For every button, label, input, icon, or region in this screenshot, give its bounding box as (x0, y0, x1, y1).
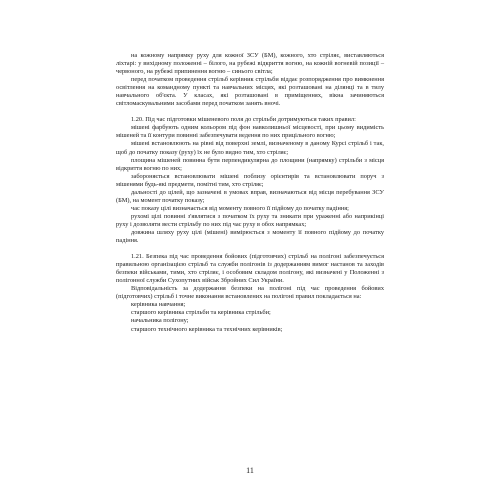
section-gap (116, 245, 384, 253)
list-paragraph: мішені встановлюють на рівні від поверхні землі, визначеному в даному Курсі стрільб і так, щоб до початку показу (руху) їх не було видно тим, хто стріляє; (116, 140, 384, 156)
section-gap (116, 108, 384, 116)
document-body (116, 52, 384, 334)
page-number: 11 (246, 466, 254, 475)
list-paragraph: дальності до цілей, що зазначені в умовах вправ, визначаються від місця перебування ЗСУ (БМ), на момент початку показу; (116, 188, 384, 204)
section-heading-paragraph: 1.20. Під час підготовки мішеневого поля до стрільби дотримуються таких правил: (131, 116, 356, 124)
list-paragraph: площина мішеней повинна бути перпендикулярна до площини (напрямку) стрільби з місця відкриття вогню по них; (116, 156, 384, 172)
paragraph: Відповідальність за додержання безпеки на полігоні під час проведення бойових (підготовчих) стрільб і точне виконання встановлених на полігоні правил покладається на: (116, 285, 384, 301)
list-paragraph: час показу цілі визначається від моменту повного її підйому до початку падіння; (131, 204, 349, 212)
list-paragraph: довжина шляху руху цілі (мішені) вимірюється з моменту її повного підйому до початку падіння. (116, 228, 384, 245)
list-item: старшого технічного керівника та технічних керівників; (131, 325, 283, 333)
section-1-21 (116, 253, 384, 333)
list-item: начальника полігону; (131, 317, 189, 325)
list-item: керівника навчання; (131, 301, 186, 309)
list-item: старшого керівника стрільби та керівника стрільби; (131, 309, 271, 317)
section-intro (116, 52, 384, 108)
paragraph: перед початком проведення стрільб керівник стрільби віддає розпорядження про вимкнення освітлення на командному пункті та навчальних місцях, які розташовані на ділянці та в тилу навчального об'єкта. У класах, які розташовані в приміщеннях, вікна зачиняються світломаскувальними засобами перед початком занять вночі. (116, 76, 384, 108)
list-paragraph: мішені фарбують одним кольором під фон навколишньої місцевості, при цьому видимість мішеней та її контури повинні забезпечувати ведення по них прицільного вогню; (116, 124, 384, 140)
section-heading-paragraph: 1.21. Безпека під час проведення бойових (підготовчих) стрільб на полігоні забезпечується правильною організацією стрільб та служби полігонів із додержанням вимог настанов та заходів безпеки військами, тими, хто стріляє, і особовим складом полігону, які визначені у Положенні з полігонної служби Сухопутних військ Збройних Сил України. (116, 253, 384, 285)
paragraph: на кожному напрямку руху для кожної ЗСУ (БМ), кожного, хто стріляє, виставляються ліхтарі: у вихідному положенні – білого, на рубежі відкриття вогню, на кожній вогневій позиції – червоного, на рубежі припинення вогню – синього світла; (116, 52, 384, 76)
section-1-20 (116, 116, 384, 245)
list-paragraph: рухомі цілі повинні з'являтися з початком їх руху та зникати при ураженні або наприкінці руху і дозволяти вести стрільбу по них під час руху в обох напрямках; (116, 212, 384, 228)
list-paragraph: забороняється встановлювати мішені поблизу орієнтирів та встановлювати поруч з мішенями будь-які предмети, помітні тим, хто стріляє; (116, 172, 384, 188)
